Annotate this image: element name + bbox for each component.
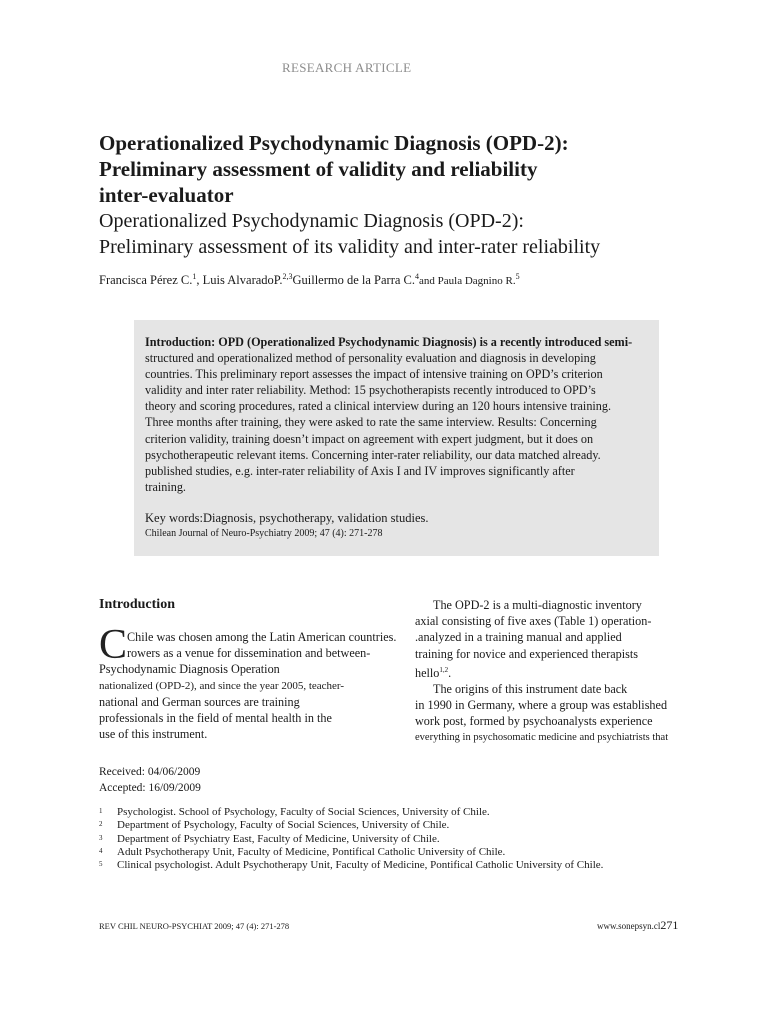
abstract-line: training. [145, 479, 186, 494]
body-line: Psychodynamic Diagnosis Operation [99, 662, 280, 677]
body-line: axial consisting of five axes (Table 1) operation- [415, 614, 652, 629]
body-line: national and German sources are training [99, 694, 300, 709]
abstract-text [145, 334, 710, 495]
body-line: work post, formed by psychoanalysts experience [415, 714, 653, 729]
body-line: .analyzed in a training manual and applied [415, 630, 622, 645]
body-column-right [415, 597, 715, 746]
article-dates [99, 764, 201, 796]
footnote-text: Department of Psychiatry East, Faculty of Medicine, University of Chile. [117, 832, 440, 845]
footnote-text: Adult Psychotherapy Unit, Faculty of Medicine, Pontifical Catholic University of Chile. [117, 845, 506, 858]
abstract-line: Introduction: OPD (Operationalized Psychodynamic Diagnosis) is a recently introduced semi- [145, 335, 633, 349]
author-affiliation-mark: 1 [192, 272, 197, 281]
body-line: use of this instrument. [99, 727, 208, 742]
footnote-number: 2 [99, 820, 103, 829]
body-text: hello [415, 665, 440, 680]
body-column-left [99, 629, 419, 742]
drop-cap: C [99, 622, 128, 668]
abstract-line: structured and operationalized method of personality evaluation and diagnosis in developing [145, 351, 596, 366]
footnote [99, 819, 603, 832]
footnote-number: 4 [99, 846, 103, 855]
section-heading-introduction: Introduction [99, 597, 175, 612]
footnote-number: 3 [99, 833, 103, 842]
received-date: Received: 04/06/2009 [99, 766, 201, 778]
body-text: . [448, 665, 452, 680]
footnote [99, 846, 603, 859]
author-name: , Luis AlvaradoP. [196, 273, 283, 288]
subtitle-line: Operationalized Psychodynamic Diagnosis (OPD-2): [99, 210, 524, 232]
author-name: Francisca Pérez C. [99, 273, 193, 288]
author-affiliation-mark: 4 [415, 272, 420, 281]
footnote [99, 833, 603, 846]
body-line: rowers as a venue for dissemination and between- [127, 646, 371, 661]
footnote-text: Clinical psychologist. Adult Psychotherapy Unit, Faculty of Medicine, Pontifical Catholic University of Chile. [117, 859, 604, 872]
body-line: professionals in the field of mental health in the [99, 711, 332, 726]
footnote-text: Department of Psychology, Faculty of Social Sciences, University of Chile. [117, 819, 450, 832]
footer-right [597, 918, 678, 933]
abstract-line: psychotherapeutic relevant items. Concerning inter-rater reliability, our data matched already. [145, 447, 601, 462]
article-title [99, 130, 699, 208]
footnote [99, 806, 603, 819]
body-line: nationalized (OPD-2), and since the year 2005, teacher- [99, 679, 345, 692]
footer-journal-reference: REV CHIL NEURO-PSYCHIAT 2009; 47 (4): 271-278 [99, 921, 290, 931]
abstract-line: criterion validity, training doesn’t impact on agreement with expert judgment, but it does on [145, 431, 594, 446]
author-name: and Paula Dagnino R. [419, 275, 516, 288]
author-affiliation-mark: 5 [515, 272, 520, 281]
journal-citation: Chilean Journal of Neuro-Psychiatry 2009; 47 (4): 271-278 [145, 528, 383, 539]
body-line: training for novice and experienced therapists [415, 646, 639, 661]
abstract-line: Three months after training, they were asked to rate the same interview. Results: Concerning [145, 415, 597, 430]
affiliation-footnotes [99, 806, 603, 872]
title-line: Operationalized Psychodynamic Diagnosis (OPD-2): [99, 131, 569, 155]
body-line: The OPD-2 is a multi-diagnostic inventory [433, 598, 642, 612]
footer-website: www.sonepsyn.cl [597, 921, 661, 931]
citation-mark: 1,2 [439, 665, 449, 674]
accepted-date: Accepted: 16/09/2009 [99, 782, 201, 794]
body-line: The origins of this instrument date back [433, 682, 628, 697]
abstract-line: countries. This preliminary report assesses the impact of intensive training on OPD’s criterion [145, 367, 603, 382]
abstract-line: published studies, e.g. inter-rater reliability of Axis I and IV improves significantly after [145, 463, 575, 478]
abstract-line: validity and inter rater reliability. Method: 15 psychotherapists recently introduced to OPD’s [145, 383, 596, 398]
footnote-text: Psychologist. School of Psychology, Faculty of Social Sciences, University of Chile. [117, 806, 490, 818]
body-line [415, 662, 715, 681]
body-line: everything in psychosomatic medicine and psychiatrists that [415, 731, 669, 743]
footnote-number: 5 [99, 860, 103, 869]
article-subtitle [99, 208, 719, 260]
title-line: inter-evaluator [99, 183, 234, 207]
keywords: Key words:Diagnosis, psychotherapy, validation studies. [145, 511, 429, 525]
page-number: 271 [660, 918, 679, 932]
footnote [99, 859, 603, 872]
abstract-line: theory and scoring procedures, rated a clinical interview during an 120 hours intensive training. [145, 399, 612, 414]
body-line: in 1990 in Germany, where a group was established [415, 698, 668, 713]
author-affiliation-mark: 2,3 [282, 272, 293, 281]
footnote-number: 1 [99, 807, 103, 815]
subtitle-line: Preliminary assessment of its validity and inter-rater reliability [99, 236, 601, 258]
author-list [99, 272, 520, 288]
title-line: Preliminary assessment of validity and reliability [99, 157, 538, 181]
section-label: RESEARCH ARTICLE [282, 60, 412, 75]
body-line: Chile was chosen among the Latin American countries. [127, 630, 397, 644]
author-name: Guillermo de la Parra C. [292, 273, 416, 288]
